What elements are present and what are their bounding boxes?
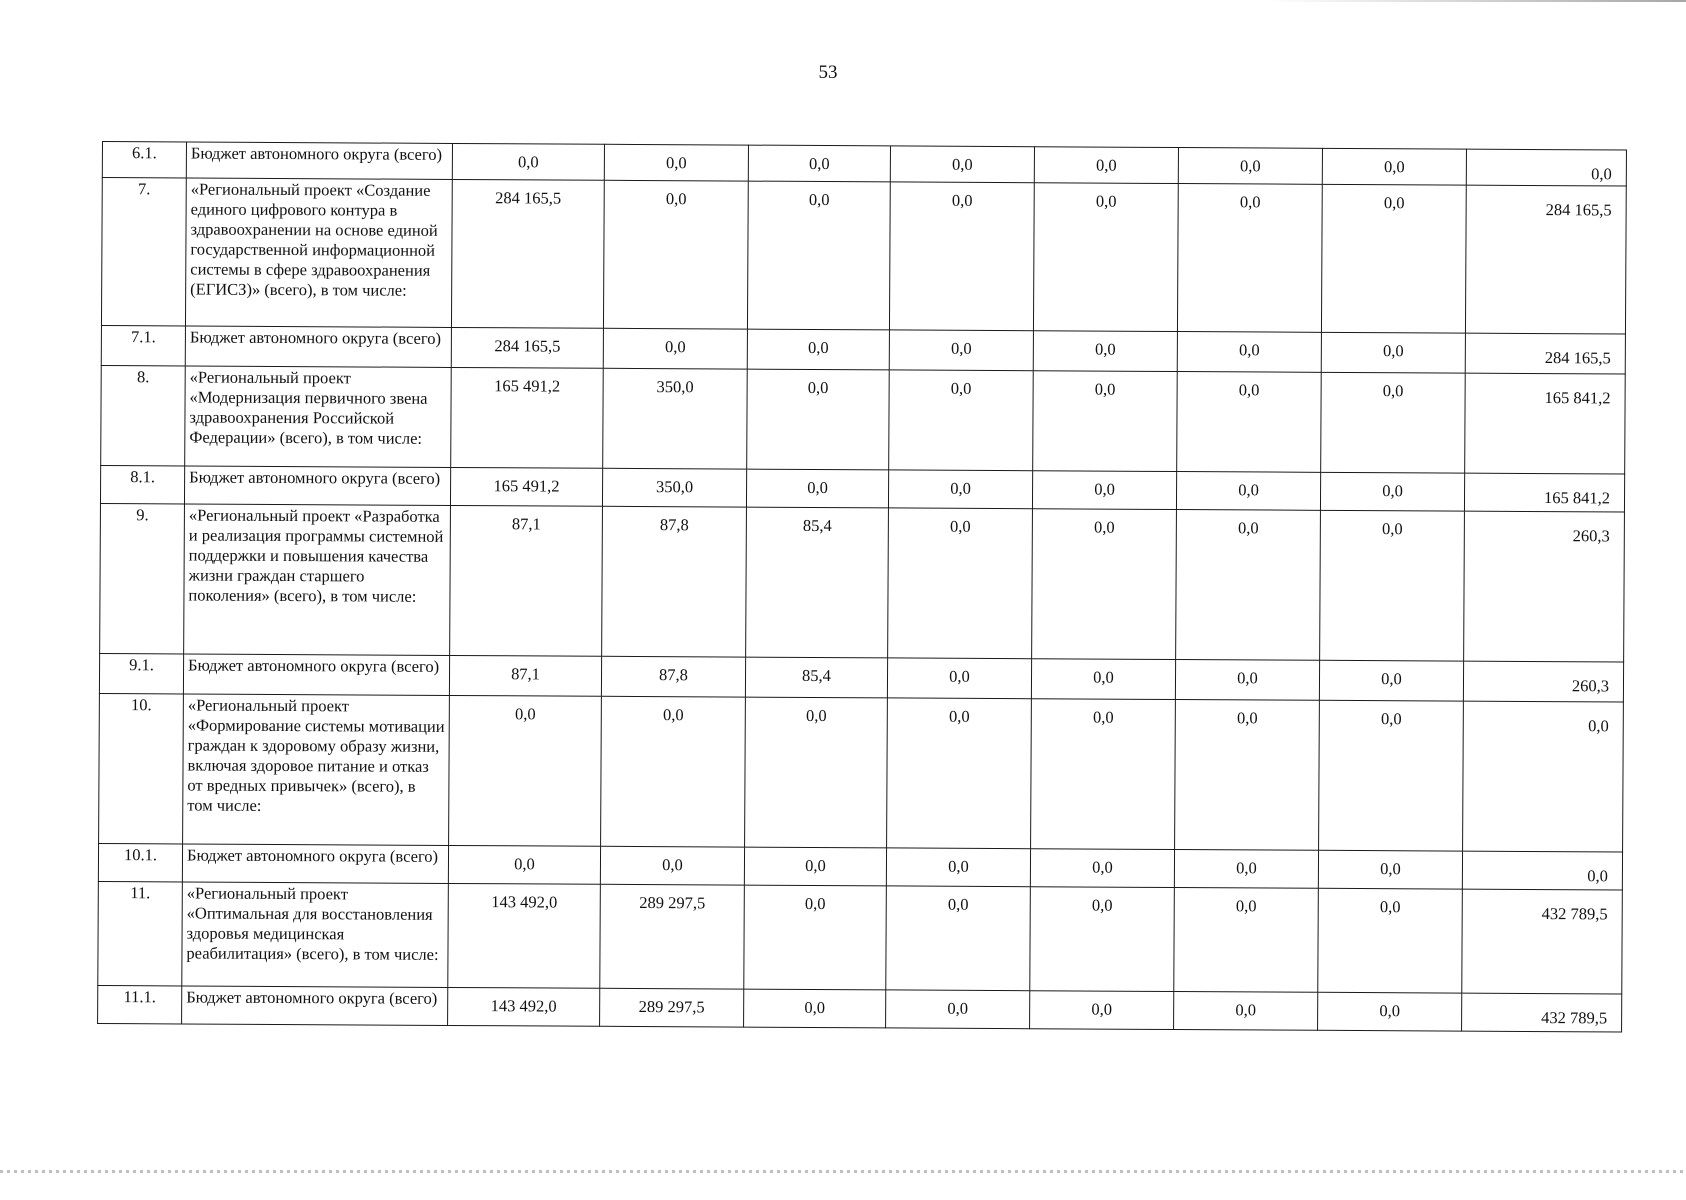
row-index: 7.1. <box>101 325 185 365</box>
row-name: «Региональный проект «Разработка и реализация программы системной поддержки и повышения качества жизни граждан старшего поколения» (всего), в том числе: <box>184 504 451 655</box>
row-total-cell: 284 165,5 <box>1465 333 1625 374</box>
row-value-cell: 0,0 <box>1032 471 1176 510</box>
row-value-cell: 165 491,2 <box>450 467 602 506</box>
table-row <box>98 985 1622 1032</box>
row-value-cell: 0,0 <box>747 369 890 470</box>
row-index: 10. <box>99 693 184 843</box>
row-value-cell: 0,0 <box>1176 472 1320 511</box>
row-value-cell: 0,0 <box>744 989 886 1028</box>
table-row <box>101 178 1626 335</box>
row-value-cell: 87,8 <box>602 506 747 657</box>
row-value-cell: 0,0 <box>748 145 890 182</box>
row-value-cell: 0,0 <box>1031 659 1175 700</box>
row-value-cell: 0,0 <box>1174 888 1319 993</box>
row-value-cell: 0,0 <box>1319 700 1464 851</box>
row-value-cell: 0,0 <box>1320 472 1464 511</box>
row-total-cell: 432 789,5 <box>1462 993 1622 1032</box>
row-value-cell: 143 492,0 <box>448 987 600 1026</box>
row-value-cell: 0,0 <box>744 885 887 990</box>
row-value-cell: 0,0 <box>886 886 1031 991</box>
scan-edge-top <box>1266 0 1686 2</box>
row-value-cell: 0,0 <box>1034 147 1178 184</box>
row-value-cell: 0,0 <box>1319 660 1463 701</box>
row-value-cell: 0,0 <box>889 370 1034 471</box>
row-value-cell: 0,0 <box>1321 372 1466 473</box>
row-value-cell: 0,0 <box>1318 888 1463 993</box>
row-value-cell: 0,0 <box>888 470 1032 509</box>
row-value-cell: 0,0 <box>448 845 600 884</box>
row-total-cell: 165 841,2 <box>1464 473 1624 512</box>
row-value-cell: 0,0 <box>1318 992 1462 1031</box>
row-value-cell: 87,1 <box>450 505 603 656</box>
row-total-cell: 0,0 <box>1463 701 1624 852</box>
row-index: 8.1. <box>100 465 184 503</box>
row-index: 10.1. <box>98 843 182 881</box>
row-value-cell: 0,0 <box>1175 660 1319 701</box>
row-value-cell: 0,0 <box>888 508 1033 659</box>
row-value-cell: 0,0 <box>1031 699 1176 850</box>
row-value-cell: 0,0 <box>886 990 1030 1029</box>
row-value-cell: 0,0 <box>600 846 744 885</box>
row-value-cell: 0,0 <box>1177 184 1322 333</box>
row-value-cell: 0,0 <box>747 329 889 370</box>
page-number: 53 <box>818 62 838 83</box>
row-value-cell: 0,0 <box>1320 510 1465 661</box>
row-value-cell: 0,0 <box>889 330 1033 371</box>
row-index: 7. <box>101 178 186 326</box>
row-value-cell: 284 165,5 <box>451 179 604 328</box>
row-value-cell: 0,0 <box>745 697 888 848</box>
row-value-cell: 0,0 <box>601 696 746 847</box>
row-value-cell: 0,0 <box>1322 148 1466 185</box>
row-value-cell: 0,0 <box>1030 849 1174 888</box>
row-value-cell: 0,0 <box>1177 332 1321 373</box>
row-name: Бюджет автономного округа (всего) <box>185 326 451 367</box>
row-name: Бюджет автономного округа (всего) <box>186 142 452 179</box>
budget-table <box>97 141 1627 1033</box>
row-value-cell: 0,0 <box>746 469 888 508</box>
table-body <box>98 142 1627 1032</box>
row-name: «Региональный проект «Формирование системы мотивации граждан к здоровому образу жизни, включая здоровое питание и отказ от вредных привычек» (всего), в том числе: <box>183 694 450 845</box>
row-index: 8. <box>101 365 186 465</box>
table-row <box>101 365 1626 474</box>
row-value-cell: 143 492,0 <box>448 883 601 988</box>
row-value-cell: 350,0 <box>603 368 748 469</box>
row-name: Бюджет автономного округа (всего) <box>183 654 449 695</box>
row-value-cell: 289 297,5 <box>600 884 745 989</box>
row-value-cell: 87,1 <box>449 655 601 696</box>
budget-table-container <box>97 141 1627 1033</box>
row-index: 6.1. <box>102 142 186 178</box>
row-index: 9.1. <box>99 653 183 693</box>
row-total-cell: 260,3 <box>1464 511 1625 662</box>
row-value-cell: 0,0 <box>603 328 747 369</box>
row-value-cell: 0,0 <box>887 698 1032 849</box>
row-value-cell: 0,0 <box>1033 331 1177 372</box>
row-value-cell: 0,0 <box>1174 850 1318 889</box>
row-name: Бюджет автономного округа (всего) <box>182 986 448 1025</box>
row-value-cell: 0,0 <box>1032 509 1177 660</box>
row-value-cell: 0,0 <box>603 180 748 329</box>
row-value-cell: 0,0 <box>1174 991 1318 1030</box>
row-index: 9. <box>100 503 185 653</box>
row-value-cell: 289 297,5 <box>600 988 744 1027</box>
row-total-cell: 0,0 <box>1462 851 1622 890</box>
row-value-cell: 0,0 <box>1033 371 1178 472</box>
row-value-cell: 0,0 <box>1177 372 1322 473</box>
row-value-cell: 0,0 <box>1030 887 1175 992</box>
row-total-cell: 0,0 <box>1466 149 1626 186</box>
row-value-cell: 85,4 <box>745 657 887 698</box>
row-value-cell: 0,0 <box>1030 991 1174 1030</box>
row-total-cell: 432 789,5 <box>1462 889 1623 994</box>
row-value-cell: 85,4 <box>746 507 889 658</box>
row-value-cell: 0,0 <box>887 658 1031 699</box>
row-value-cell: 0,0 <box>604 144 748 181</box>
row-name: Бюджет автономного округа (всего) <box>182 844 448 883</box>
row-name: «Региональный проект «Модернизация первичного звена здравоохранения Российской Федерации» (всего), в том числе: <box>185 366 452 467</box>
table-row <box>99 693 1624 852</box>
row-value-cell: 284 165,5 <box>451 327 603 368</box>
row-value-cell: 87,8 <box>601 656 745 697</box>
row-value-cell: 350,0 <box>602 468 746 507</box>
row-value-cell: 0,0 <box>889 182 1034 331</box>
row-value-cell: 0,0 <box>1176 510 1321 661</box>
row-value-cell: 165 491,2 <box>451 367 604 468</box>
row-total-cell: 165 841,2 <box>1465 373 1626 474</box>
row-value-cell: 0,0 <box>890 146 1034 183</box>
row-value-cell: 0,0 <box>1178 148 1322 185</box>
row-value-cell: 0,0 <box>1033 183 1178 332</box>
scan-edge-bottom <box>0 1170 1686 1173</box>
row-value-cell: 0,0 <box>1321 184 1466 333</box>
row-value-cell: 0,0 <box>1318 850 1462 889</box>
row-value-cell: 0,0 <box>747 181 890 330</box>
row-index: 11.1. <box>98 985 182 1023</box>
row-total-cell: 260,3 <box>1463 661 1623 702</box>
row-index: 11. <box>98 881 183 985</box>
table-row <box>98 881 1623 994</box>
row-name: «Региональный проект «Создание единого цифрового контура в здравоохранении на основе единой государственной информационной системы в сфере здравоохранения (ЕГИСЗ)» (всего), в том числе: <box>185 178 452 327</box>
row-name: Бюджет автономного округа (всего) <box>184 466 450 505</box>
row-value-cell: 0,0 <box>452 143 604 180</box>
row-value-cell: 0,0 <box>886 848 1030 887</box>
row-value-cell: 0,0 <box>449 695 602 846</box>
row-value-cell: 0,0 <box>744 847 886 886</box>
row-value-cell: 0,0 <box>1175 700 1320 851</box>
row-total-cell: 284 165,5 <box>1465 185 1626 334</box>
row-value-cell: 0,0 <box>1321 332 1465 373</box>
row-name: «Региональный проект «Оптимальная для восстановления здоровья медицинская реабилитация» (всего), в том числе: <box>182 882 449 987</box>
table-row <box>100 503 1625 662</box>
